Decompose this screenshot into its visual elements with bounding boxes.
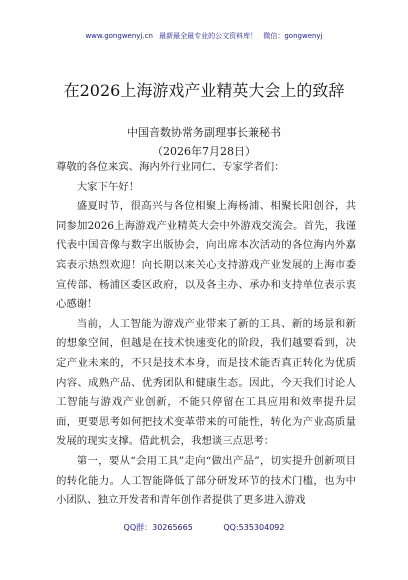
footer-qq-group: QQ群：30265665	[123, 523, 193, 532]
header-slogan: 最新最全最专业的公文资料库！	[159, 32, 258, 40]
document-body	[56, 158, 356, 511]
page-footer	[0, 522, 408, 533]
document-title: 在2026上海游戏产业精英大会上的致辞	[63, 81, 345, 100]
document-date: （2026年7月28日）	[152, 145, 256, 158]
footer-qq: QQ:535304092	[223, 523, 285, 532]
paragraph: 盛夏时节，很高兴与各位相聚上海杨浦、相聚长阳创谷，共同参加2026上海游戏产业精英大会中外游戏交流会。首先，我谨代表中国音像与数字出版协会，向出席本次活动的各位海内外嘉宾表示热烈欢迎！向长期以来关心支持游戏产业发展的上海市委宣传部、杨浦区委区政府，以及各主办、承办和支持单位表示衷心感谢！	[56, 200, 356, 311]
page-header	[0, 31, 408, 41]
paragraph: 当前，人工智能为游戏产业带来了新的工具、新的场景和新的想象空间，但越是在技术快速变化的阶段，我们越要看到，决定产业未来的，不只是技术本身，而是技术能否真正转化为优质内容、成熟产品、优秀团队和健康生态。因此，今天我们讨论人工智能与游戏产业创新，不能只停留在工具应用和效率提升层面，更要思考如何把技术变革带来的可能性，转化为产业高质量发展的现实支撑。借此机会，我想谈三点思考：	[56, 317, 356, 448]
greeting: 大家下午好！	[76, 180, 140, 193]
header-wechat: 微信：gongwenyj	[263, 32, 323, 40]
document-byline: 中国音数协常务副理事长兼秘书	[127, 126, 281, 139]
paragraph: 第一，要从“会用工具”走向“做出产品”，切实提升创新项目的转化能力。人工智能降低了部分研发环节的技术门槛，也为中小团队、独立开发者和青年创作者提供了更多进入游戏	[56, 454, 356, 507]
salutation: 尊敬的各位来宾、海内外行业同仁、专家学者们：	[56, 161, 285, 173]
header-site: www.gongwenyj.cn	[85, 32, 153, 40]
